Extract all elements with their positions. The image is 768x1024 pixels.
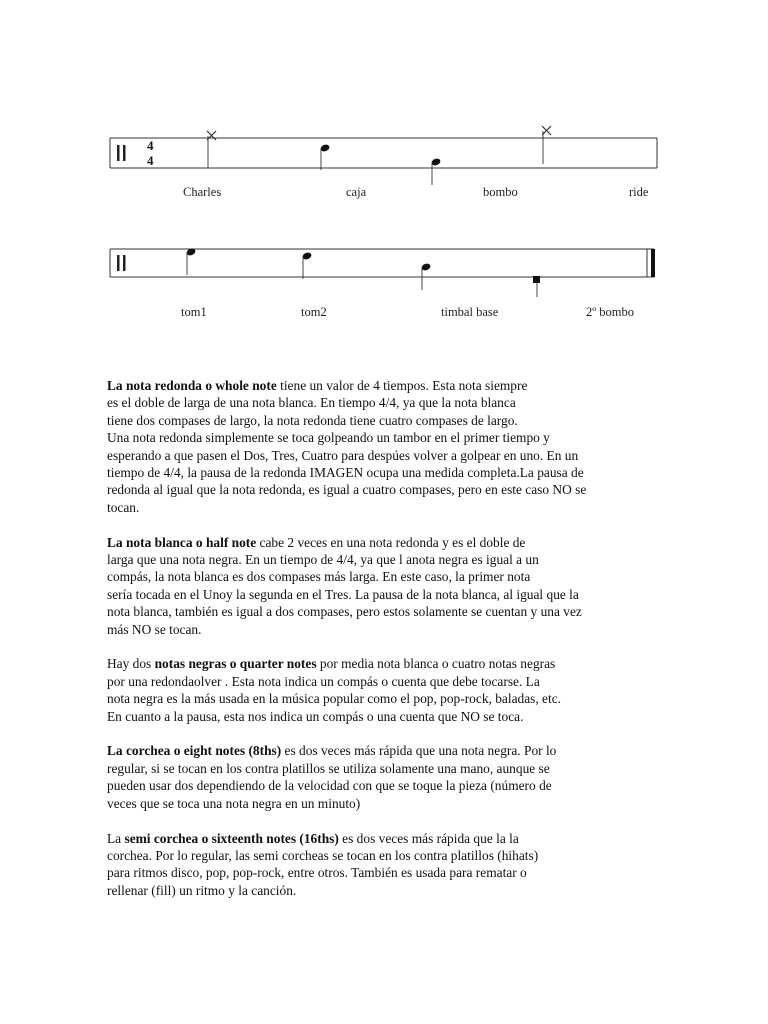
staff2-label-tom1: tom1 [181,305,207,319]
staff-diagrams [0,0,768,340]
paragraph-whole-note [107,377,667,516]
text-line: veces que se toca una nota negra en un minuto) [107,795,361,811]
text-line: pueden usar dos dependiendo de la velocidad con que se toque la pieza (número de [107,778,552,794]
staff1-label-caja: caja [346,185,367,199]
final-barline [651,249,655,277]
text-line: para ritmos disco, pop, pop-rock, entre otros. También es usada para rematar o [107,865,527,881]
text-line: compás, la nota blanca es dos compases más larga. En este caso, la primer nota [107,569,531,585]
text-line: tiempo de 4/4, la pausa de la redonda IMAGEN ocupa una medida completa.La pausa de [107,465,584,481]
text-line: tiene dos compases de largo, la nota redonda tiene cuatro compases de largo. [107,412,518,428]
percussion-clef-bar-right [123,145,126,161]
staff2-label-timbal-base: timbal base [441,305,499,319]
text-line: En cuanto a la pausa, esta nos indica un compás o una cuenta que NO se toca. [107,708,524,724]
text-line: rellenar (fill) un ritmo y la canción. [107,882,297,898]
snare-note [320,143,331,170]
paragraph-half-note [107,534,667,638]
text-line: La semi corchea o sixteenth notes (16ths) es dos veces más rápida que la la [107,830,519,846]
drum-notation-key [0,0,768,340]
bass-drum-note [431,157,442,185]
ride-x-note [542,126,551,164]
staff-2 [110,247,655,297]
text-line: La corchea o eight notes (8ths) es dos veces más rápida que una nota negra. Por lo [107,743,557,759]
second-bass-drum-note [533,276,540,297]
text-line: tocan. [107,499,140,515]
text-line: es el doble de larga de una nota blanca. En tiempo 4/4, ya que la nota blanca [107,395,516,411]
paragraph-quarter-note [107,655,667,725]
percussion-clef-bar-right [123,255,126,271]
staff2-label-segundo-bombo: 2º bombo [586,305,634,319]
percussion-clef-bar-left [117,145,120,161]
term-heading: notas negras o quarter notes [154,656,317,672]
text-line: por una redondaolver . Esta nota indica un compás o cuenta que debe tocarse. La [107,673,540,689]
text-line: larga que una nota negra. En un tiempo de 4/4, ya que l anota negra es igual a un [107,552,539,568]
paragraph-eighth-note [107,742,667,812]
percussion-clef-bar-left [117,255,120,271]
staff1-label-charles: Charles [183,185,222,199]
staff2-label-tom2: tom2 [301,305,327,319]
text-line: La nota redonda o whole note tiene un valor de 4 tiempos. Esta nota siempre [107,378,528,393]
text-line: nota negra es la más usada en la música popular como el pop, pop-rock, baladas, etc. [107,691,562,707]
text-line: sería tocada en el Unoy la segunda en el Tres. La pausa de la nota blanca, al igual que la [107,586,579,602]
staff-1 [110,126,657,185]
text-line: Hay dos notas negras o quarter notes por media nota blanca o cuatro notas negras [107,656,556,672]
term-heading: semi corchea o sixteenth notes (16ths) [124,830,339,846]
text-line: regular, si se tocan en los contra platillos se utiliza solamente una mano, aunque se [107,760,550,776]
text-line: La nota blanca o half note cabe 2 veces en una nota redonda y es el doble de [107,534,526,550]
tom2-note [302,251,313,279]
document-body [107,377,667,917]
time-signature-bottom: 4 [147,153,154,168]
term-heading: La nota redonda o whole note [107,378,277,393]
text-line: esperando a que pasen el Dos, Tres, Cuatro para despúes volver a golpear en uno. En un [107,447,579,463]
time-signature [147,138,154,168]
hihat-x-note [207,131,216,168]
text-line: redonda al igual que la nota redonda, es igual a cuatro compases, pero en este caso NO se [107,482,587,498]
text-line: Una nota redonda simplemente se toca golpeando un tambor en el primer tiempo y [107,430,550,446]
text-line: más NO se tocan. [107,621,202,637]
time-signature-top: 4 [147,138,154,153]
text-line: nota blanca, también es igual a dos compases, pero estos solamente se cuentan y una vez [107,604,582,620]
text-line: corchea. Por lo regular, las semi corcheas se tocan en los contra platillos (hihats) [107,847,539,863]
tom1-note [186,247,197,275]
term-heading: La corchea o eight notes (8ths) [107,743,282,759]
paragraph-sixteenth-note [107,830,667,900]
floor-tom-note [421,262,432,290]
term-heading: La nota blanca o half note [107,534,257,550]
staff1-label-bombo: bombo [483,185,518,199]
staff1-label-ride: ride [629,185,649,199]
